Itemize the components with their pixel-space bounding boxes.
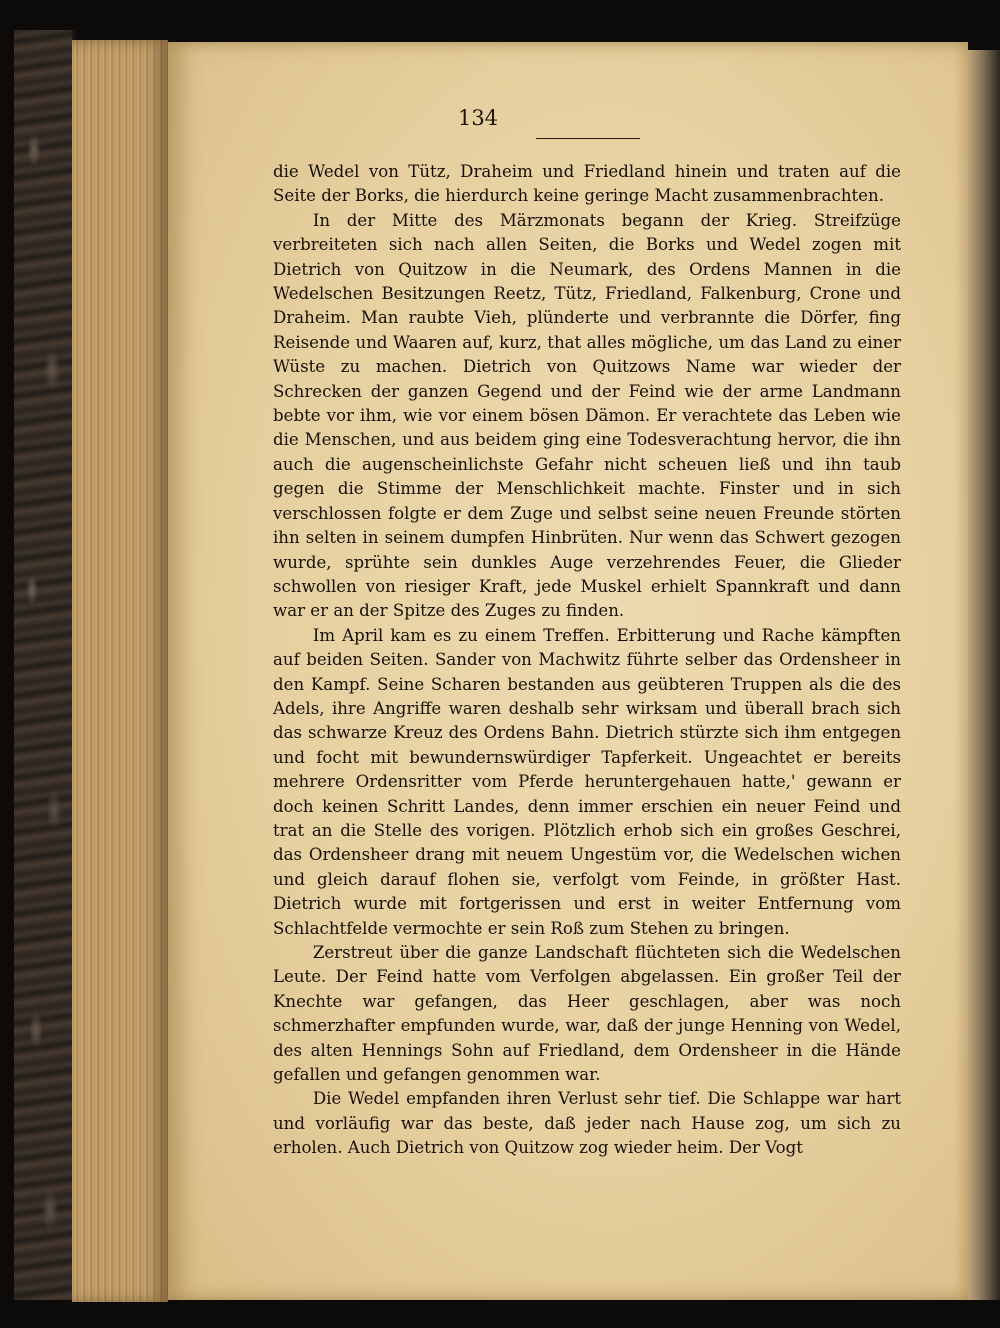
page-body xyxy=(273,160,901,1161)
paragraph: Zerstreut über die ganze Landschaft flüchteten sich die Wedelschen Leute. Der Feind hatte vom Verfolgen abgelassen. Ein großer Teil der Knechte war gefangen, das Heer geschlagen, aber was noch schmerzhafter empfunden wurde, war, daß der junge Henning von Wedel, des alten Hennings Sohn auf Friedland, dem Ordensheer in die Hände gefallen und gefangen genommen war. xyxy=(273,943,901,1085)
paragraph-continuation: die Wedel von Tütz, Draheim und Friedland hinein und traten auf die Seite der Borks, die hierdurch keine geringe Macht zusammenbrachten. xyxy=(273,162,901,206)
marbled-cover-board xyxy=(14,30,75,1300)
paragraph: Die Wedel empfanden ihren Verlust sehr tief. Die Schlappe war hart und vorläufig war das beste, daß jeder nach Hause zog, um sich zu erholen. Auch Dietrich von Quitzow zog wieder heim. Der Vogt xyxy=(273,1089,901,1158)
header-rule xyxy=(536,138,640,139)
paragraph: In der Mitte des Märzmonats begann der Krieg. Streifzüge verbreiteten sich nach allen Seiten, die Borks und Wedel zogen mit Dietrich von Quitzow in die Neumark, des Ordens Mannen in die Wedelschen Besitzungen Reetz, Tütz, Friedland, Falkenburg, Crone und Draheim. Man raubte Vieh, plünderte und verbrannte die Dörfer, fing Reisende und Waaren auf, kurz, that alles mögliche, um das Land zu einer Wüste zu machen. Dietrich von Quitzows Name war wieder der Schrecken der ganzen Gegend und der Feind wie der arme Landmann bebte vor ihm, wie vor einem bösen Dämon. Er verachtete das Leben wie die Menschen, und aus beidem ging eine Todesverachtung hervor, die ihn auch die augenscheinlichste Gefahr nicht scheuen ließ und ihn taub gegen die Stimme der Menschlichkeit machte. Finster und in sich verschlossen folgte er dem Zuge und selbst seine neuen Freunde störten ihn selten in seinem dumpfen Hinbrüten. Nur wenn das Schwert gezogen wurde, sprühte sein dunkles Auge verzehrendes Feuer, die Glieder schwollen von riesiger Kraft, jede Muskel erhielt Spannkraft und dann war er an der Spitze des Zuges zu finden. xyxy=(273,210,901,621)
paragraph: Im April kam es zu einem Treffen. Erbitterung und Rache kämpften auf beiden Seiten. Sander von Machwitz führte selber das Ordensheer in den Kampf. Seine Scharen bestanden aus geübteren Truppen als die des Adels, ihre Angriffe waren deshalb sehr wirksam und überall brach sich das schwarze Kreuz des Ordens Bahn. Dietrich stürzte sich ihm entgegen und focht mit bewundernswürdiger Tapferkeit. Ungeachtet er bereits mehrere Ordensritter vom Pferde heruntergehauen hatte,' gewann er doch keinen Schritt Landes, denn immer erschien ein neuer Feind und trat an die Stelle des vorigen. Plötzlich erhob sich ein großes Geschrei, das Ordensheer drang mit neuem Ungestüm vor, die Wedelschen wichen und gleich darauf flohen sie, verfolgt vom Feinde, in größter Hast. Dietrich wurde mit fortgerissen und erst in weiter Entfernung vom Schlachtfelde vermochte er sein Roß zum Stehen zu bringen. xyxy=(273,625,901,938)
book-page xyxy=(168,42,968,1300)
page-number: 134 xyxy=(457,106,499,130)
book-right-edge xyxy=(968,50,1000,1300)
page-edges xyxy=(72,40,168,1302)
